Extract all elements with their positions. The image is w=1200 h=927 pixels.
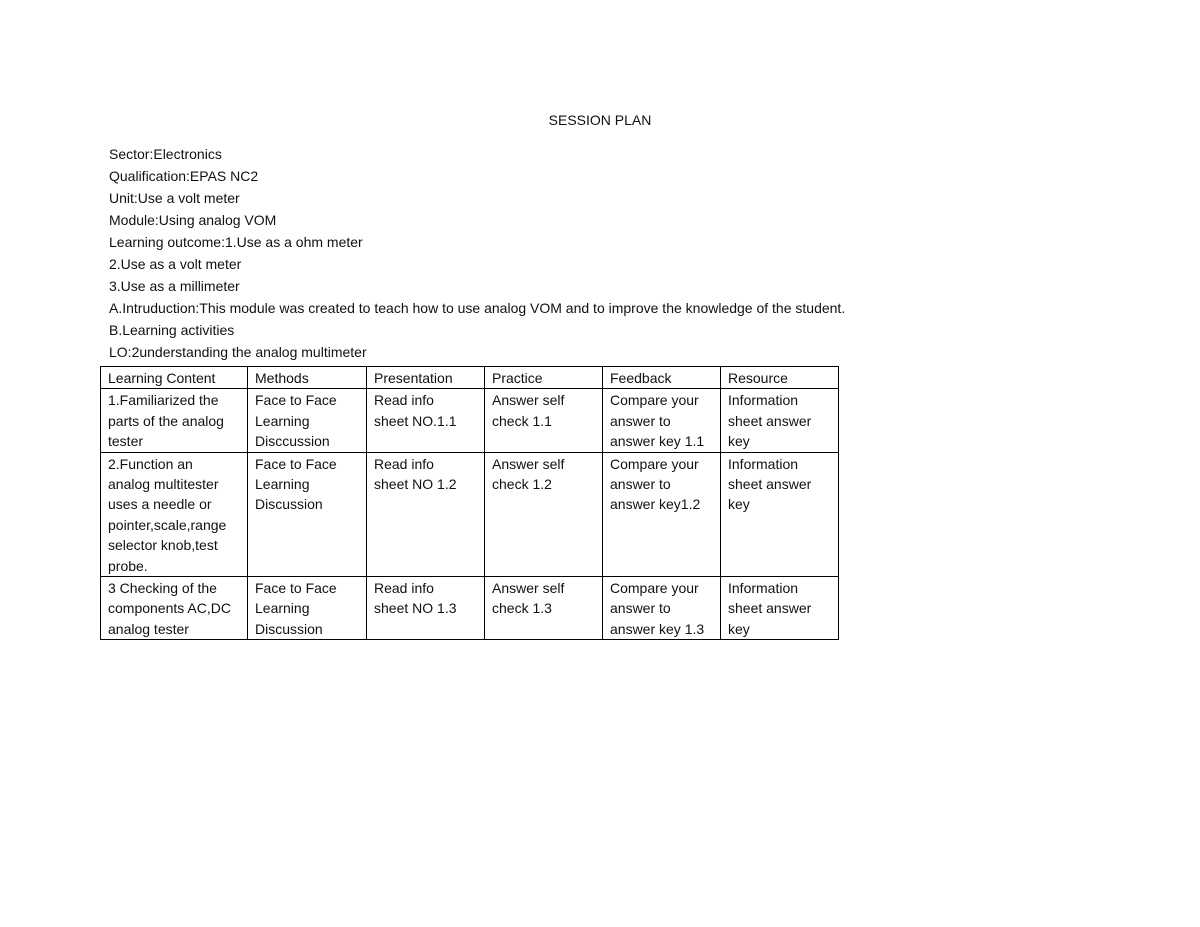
cell-text: probe. bbox=[108, 557, 148, 574]
cell-text: answer key 1.3 bbox=[610, 620, 705, 637]
cell-text: 1.Familiarized the bbox=[108, 392, 219, 409]
cell-text: analog multitester bbox=[108, 476, 219, 493]
cell-text: key bbox=[728, 433, 750, 450]
cell-text: Compare your bbox=[610, 392, 699, 409]
cell-text: Read info bbox=[374, 455, 434, 472]
table-cell bbox=[101, 577, 248, 640]
cell-text: Face to Face bbox=[255, 580, 337, 597]
table-cell bbox=[248, 577, 367, 640]
cell-text: sheet answer bbox=[728, 600, 812, 617]
table-cell bbox=[721, 577, 839, 640]
table-header-row bbox=[101, 367, 839, 389]
cell-text: Answer self bbox=[492, 455, 565, 472]
header-methods: Methods bbox=[248, 367, 367, 389]
session-plan-table bbox=[100, 366, 839, 640]
cell-text: Read info bbox=[374, 392, 434, 409]
cell-text: tester bbox=[108, 433, 144, 450]
cell-text: 3 Checking of the bbox=[108, 580, 217, 597]
cell-text: sheet NO 1.2 bbox=[374, 476, 457, 493]
cell-text: Discussion bbox=[255, 620, 323, 637]
learning-outcome-line: Learning outcome:1.Use as a ohm meter bbox=[109, 234, 363, 250]
cell-text: Disccussion bbox=[255, 433, 330, 450]
module-line: Module:Using analog VOM bbox=[109, 212, 277, 228]
cell-text: Learning bbox=[255, 600, 310, 617]
cell-text: Face to Face bbox=[255, 392, 337, 409]
table-cell bbox=[101, 452, 248, 576]
table-cell bbox=[248, 389, 367, 452]
cell-text: Compare your bbox=[610, 455, 699, 472]
table-cell bbox=[603, 389, 721, 452]
introduction-line: A.Intruduction:This module was created to teach how to use analog VOM and to improve the knowledge of the student. bbox=[109, 300, 846, 316]
cell-text: Learning bbox=[255, 412, 310, 429]
header-presentation: Presentation bbox=[367, 367, 485, 389]
outcome-3-line: 3.Use as a millimeter bbox=[109, 278, 240, 294]
lo-line: LO:2understanding the analog multimeter bbox=[109, 344, 367, 360]
cell-text: answer key 1.1 bbox=[610, 433, 705, 450]
unit-line: Unit:Use a volt meter bbox=[109, 190, 240, 206]
header-resource: Resource bbox=[721, 367, 839, 389]
cell-text: analog tester bbox=[108, 620, 189, 637]
cell-text: pointer,scale,range bbox=[108, 516, 227, 533]
document-info-lines bbox=[109, 145, 1109, 365]
table-cell bbox=[248, 452, 367, 576]
cell-text: 2.Function an bbox=[108, 455, 193, 472]
cell-text: Read info bbox=[374, 580, 434, 597]
table-cell bbox=[367, 452, 485, 576]
cell-text: Discussion bbox=[255, 496, 323, 513]
cell-text: Compare your bbox=[610, 580, 699, 597]
cell-text: Information bbox=[728, 455, 799, 472]
table-row bbox=[101, 452, 839, 576]
cell-text: Face to Face bbox=[255, 455, 337, 472]
cell-text: sheet answer bbox=[728, 476, 812, 493]
cell-text: parts of the analog bbox=[108, 412, 224, 429]
cell-text: check 1.2 bbox=[492, 476, 552, 493]
cell-text: sheet NO.1.1 bbox=[374, 412, 457, 429]
table-cell bbox=[367, 577, 485, 640]
cell-text: selector knob,test bbox=[108, 537, 218, 554]
page-title: SESSION PLAN bbox=[548, 112, 652, 128]
cell-text: sheet NO 1.3 bbox=[374, 600, 457, 617]
sector-line: Sector:Electronics bbox=[109, 146, 222, 162]
header-learning-content: Learning Content bbox=[101, 367, 248, 389]
cell-text: Answer self bbox=[492, 392, 565, 409]
table-row bbox=[101, 389, 839, 452]
header-feedback: Feedback bbox=[603, 367, 721, 389]
table-cell bbox=[721, 389, 839, 452]
table-cell bbox=[485, 389, 603, 452]
cell-text: check 1.3 bbox=[492, 600, 552, 617]
table-row bbox=[101, 577, 839, 640]
cell-text: answer to bbox=[610, 412, 671, 429]
cell-text: check 1.1 bbox=[492, 412, 552, 429]
table-cell bbox=[101, 389, 248, 452]
cell-text: answer key1.2 bbox=[610, 496, 701, 513]
qualification-line: Qualification:EPAS NC2 bbox=[109, 168, 259, 184]
learning-activities-line: B.Learning activities bbox=[109, 322, 235, 338]
outcome-2-line: 2.Use as a volt meter bbox=[109, 256, 242, 272]
cell-text: components AC,DC bbox=[108, 600, 231, 617]
cell-text: key bbox=[728, 496, 750, 513]
table-cell bbox=[485, 577, 603, 640]
cell-text: Information bbox=[728, 392, 799, 409]
cell-text: answer to bbox=[610, 600, 671, 617]
cell-text: Answer self bbox=[492, 580, 565, 597]
cell-text: key bbox=[728, 620, 750, 637]
table-cell bbox=[721, 452, 839, 576]
cell-text: Learning bbox=[255, 476, 310, 493]
table-cell bbox=[485, 452, 603, 576]
table-cell bbox=[367, 389, 485, 452]
cell-text: uses a needle or bbox=[108, 496, 212, 513]
cell-text: answer to bbox=[610, 476, 671, 493]
cell-text: Information bbox=[728, 580, 799, 597]
cell-text: sheet answer bbox=[728, 412, 812, 429]
header-practice: Practice bbox=[485, 367, 603, 389]
table-cell bbox=[603, 452, 721, 576]
table-cell bbox=[603, 577, 721, 640]
